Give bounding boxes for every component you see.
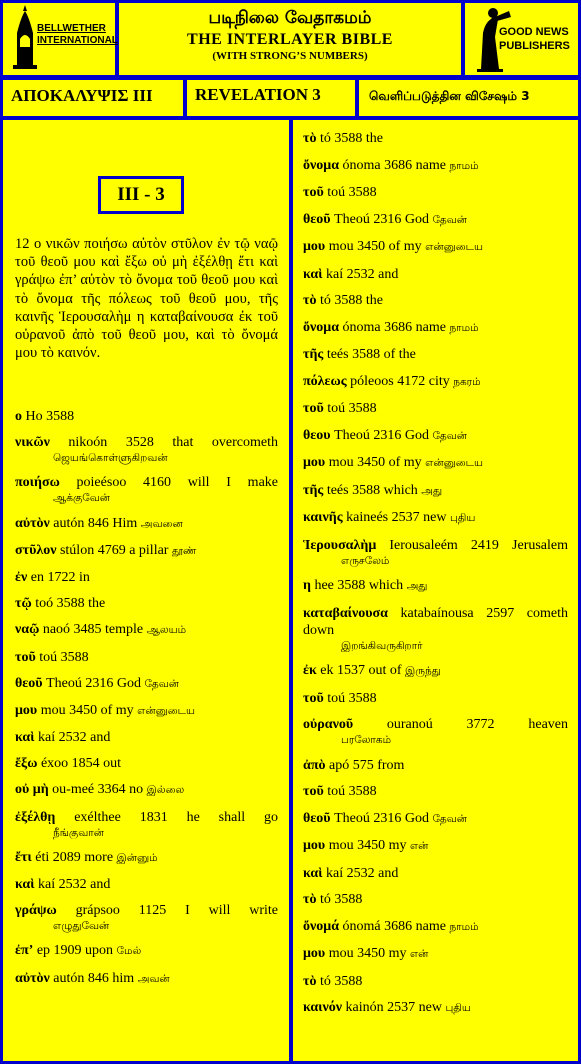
transliteration-strongs-gloss: stúlon 4769 a pillar [59, 542, 169, 558]
tamil-gloss: புதிய [445, 1002, 471, 1014]
transliteration-strongs-gloss: kaí 2532 and [38, 877, 111, 892]
transliteration-strongs-gloss: Theoú 2316 God [334, 211, 429, 227]
transliteration-strongs-gloss: poieésoo 4160 will I make [76, 475, 278, 491]
word-entry [303, 184, 568, 201]
greek-word: γράψω [15, 903, 57, 919]
tamil-gloss: எழுதுவேன் [53, 920, 110, 933]
greek-word: μου [303, 838, 326, 853]
word-entry [303, 400, 568, 417]
tamil-gloss: ஆலயம் [146, 624, 187, 637]
transliteration-strongs-gloss: grápsoo 1125 I will write [75, 903, 279, 919]
transliteration-strongs-gloss: toú 3588 [39, 649, 89, 665]
transliteration-strongs-gloss: kaí 2532 and [38, 730, 111, 746]
word-entry [303, 783, 568, 800]
transliteration-strongs-gloss: toú 3588 [327, 185, 377, 200]
transliteration-strongs-gloss: kaí 2532 and [326, 266, 399, 282]
greek-word: νικῶν [15, 435, 50, 451]
tamil-gloss: தேவன் [432, 213, 467, 226]
title-tamil: படிநிலை வேதாகமம் [208, 8, 372, 28]
bellwether-logo [3, 3, 118, 75]
greek-word: ο [15, 409, 22, 424]
greek-word: ἐξέλθῃ [15, 809, 56, 825]
transliteration-strongs-gloss: Theoú 2316 God [334, 427, 429, 443]
good-news-logo [465, 3, 578, 75]
greek-word: στῦλον [15, 542, 57, 558]
greek-word: μου [303, 455, 326, 470]
tamil-gloss: நாமம் [449, 159, 479, 172]
word-entry [15, 849, 278, 867]
transliteration-strongs-gloss: kaí 2532 and [326, 865, 399, 881]
book-name-tamil: வெளிப்படுத்தின விசேஷம் 3 [359, 80, 578, 116]
transliteration-strongs-gloss: tó 3588 the [319, 131, 383, 146]
tamil-gloss: இறங்கிவருகிறார் [341, 639, 423, 652]
word-entry [15, 569, 278, 586]
transliteration-strongs-gloss: ek 1537 out of [320, 663, 402, 678]
word-entry [15, 942, 278, 960]
greek-word: θεοῦ [15, 675, 43, 691]
greek-word: καὶ [303, 266, 323, 282]
word-entry [303, 319, 568, 337]
transliteration-strongs-gloss: tó 3588 [319, 892, 363, 907]
greek-word: τοῦ [303, 690, 324, 706]
greek-word: τοῦ [303, 784, 324, 799]
word-entry [15, 515, 278, 533]
greek-word: καὶ [303, 865, 323, 881]
transliteration-strongs-gloss: nikoón 3528 that overcometh [68, 435, 279, 451]
word-entry [303, 757, 568, 774]
word-entry [15, 408, 278, 425]
left-logo-text: BELLWETHER INTERNATIONAL [37, 23, 118, 46]
greek-word: οὐρανοῦ [303, 717, 354, 732]
word-entry [303, 266, 568, 283]
greek-word: τοῦ [303, 401, 324, 416]
word-entry [15, 781, 278, 799]
tamil-gloss: மேல் [116, 945, 142, 958]
transliteration-strongs-gloss: toú 3588 [327, 784, 377, 799]
transliteration-strongs-gloss: hee 3588 which [314, 578, 404, 593]
greek-word: Ἱερουσαλὴμ [303, 537, 377, 553]
transliteration-strongs-gloss: Theoú 2316 God [46, 675, 141, 691]
transliteration-strongs-gloss: apó 575 from [328, 757, 405, 773]
transliteration-strongs-gloss: ónoma 3686 name [342, 319, 446, 335]
greek-word: ἔτι [15, 849, 32, 865]
transliteration-strongs-gloss: toó 3588 the [35, 596, 106, 612]
tamil-gloss: எருசலேம் [341, 554, 390, 567]
right-column [293, 120, 578, 1061]
transliteration-strongs-gloss: mou 3450 of my [328, 239, 422, 254]
transliteration-strongs-gloss: toú 3588 [327, 401, 377, 416]
greek-word: μου [15, 702, 38, 718]
greek-word: τοῦ [15, 649, 36, 665]
transliteration-strongs-gloss: mou 3450 my [328, 838, 407, 853]
word-entry [303, 945, 568, 963]
word-entry [303, 865, 568, 882]
greek-word: η [303, 578, 311, 593]
tamil-gloss: பரலோகம் [341, 734, 392, 746]
transliteration-strongs-gloss: autón 846 him [53, 970, 135, 986]
greek-word: θεοῦ [303, 810, 331, 826]
tamil-gloss: இல்லை [146, 784, 185, 797]
word-entry [303, 427, 568, 445]
transliteration-strongs-gloss: Ho 3588 [25, 409, 75, 424]
greek-word: ναῷ [15, 622, 40, 638]
transliteration-strongs-gloss: kaineés 2537 new [346, 510, 447, 525]
tamil-gloss: நாமம் [449, 920, 479, 933]
tamil-gloss: தேவன் [144, 677, 179, 690]
word-entry [303, 211, 568, 229]
word-entry [15, 595, 278, 612]
transliteration-strongs-gloss: kainón 2537 new [345, 1000, 442, 1015]
greek-word: οὐ μὴ [15, 782, 49, 798]
transliteration-strongs-gloss: Theoú 2316 God [334, 810, 429, 826]
transliteration-strongs-gloss: tó 3588 the [319, 293, 383, 308]
transliteration-strongs-gloss: en 1722 in [30, 569, 90, 585]
transliteration-strongs-gloss: tó 3588 [319, 973, 363, 989]
tamil-gloss: ஜெயங்கொள்ளுகிறவன் [53, 452, 168, 465]
title-panel [119, 3, 461, 75]
word-entry [303, 373, 568, 391]
greek-word: τῆς [303, 482, 324, 498]
word-entry [303, 662, 568, 680]
book-name-english: REVELATION 3 [187, 80, 355, 116]
tamil-gloss: இருந்து [405, 665, 441, 677]
greek-word: πόλεως [303, 373, 347, 389]
tamil-gloss: அது [421, 484, 443, 497]
transliteration-strongs-gloss: éti 2089 more [35, 849, 114, 865]
word-entry [15, 902, 278, 933]
tamil-gloss: அவன் [137, 972, 170, 985]
word-entry [303, 238, 568, 256]
tamil-gloss: தூண் [171, 544, 197, 557]
greek-word: ἐν [15, 569, 28, 585]
word-entry [15, 474, 278, 505]
greek-word: τὸ [303, 973, 317, 989]
word-entry [303, 454, 568, 472]
tamil-gloss: அது [406, 580, 428, 592]
transliteration-strongs-gloss: teés 3588 which [326, 482, 418, 498]
tamil-gloss: என்னுடைய [425, 241, 484, 253]
tamil-gloss: என்னுடைய [137, 704, 196, 717]
word-entry [303, 690, 568, 707]
tamil-gloss: அவனை [140, 517, 183, 530]
word-entry [15, 809, 278, 840]
book-name-greek: ΑΠΟΚΑΛΥΨΙΣ III [3, 80, 183, 116]
tamil-gloss: நீங்குவான் [53, 826, 104, 839]
tamil-gloss: என் [409, 948, 429, 960]
tamil-gloss: புதிய [449, 512, 476, 524]
title-subtitle: (WITH STRONG’S NUMBERS) [212, 50, 368, 62]
greek-word: τὸ [303, 131, 317, 146]
greek-word: καὶ [15, 877, 35, 892]
word-entry [303, 605, 568, 653]
word-entry [303, 810, 568, 828]
greek-word: καταβαίνουσα [303, 605, 388, 621]
word-entry [15, 970, 278, 988]
transliteration-strongs-gloss: mou 3450 my [328, 946, 407, 961]
tamil-gloss: ஆக்குவேன் [53, 492, 110, 505]
greek-word: αὐτὸν [15, 515, 50, 531]
verse-text: 12 ο νικῶν ποιήσω αὐτὸν στῦλον ἐν τῷ ναῷ τοῦ θεοῦ μου καὶ ἔξω οὐ μὴ ἐξέλθῃ ἔτι καὶ γράψω ἐπ’ αὐτὸν τὸ ὄνομα τοῦ θεοῦ μου καὶ τὸ ὄνομα τῆς πόλεως τοῦ θεοῦ μου, τῆς καινῆς Ἱερουσαλὴμ η καταβαίνουσα ἐκ τοῦ οὐρανοῦ ἀπὸ τοῦ θεοῦ μου, καὶ τὸ ὄνομά μου τὸ καινόν. [15, 236, 278, 362]
word-entry [303, 577, 568, 595]
word-entry [303, 918, 568, 936]
greek-word: θεοῦ [303, 211, 331, 227]
transliteration-strongs-gloss: ou-meé 3364 no [52, 782, 144, 798]
tamil-gloss: என் [409, 840, 429, 852]
word-entry [15, 702, 278, 720]
greek-word: τὸ [303, 892, 317, 907]
greek-word: ὄνομά [303, 918, 340, 934]
left-entry-list [3, 408, 289, 997]
greek-word: ὄνομα [303, 319, 340, 335]
word-entry [303, 716, 568, 747]
greek-word: καινῆς [303, 510, 343, 525]
word-entry [303, 292, 568, 309]
greek-word: καινόν [303, 1000, 343, 1015]
transliteration-strongs-gloss: ónoma 3686 name [342, 157, 446, 173]
greek-word: ἔξω [15, 756, 38, 772]
tamil-gloss: என்னுடைய [425, 457, 484, 469]
greek-word: ὄνομα [303, 157, 340, 173]
tamil-gloss: இன்னும் [116, 851, 158, 864]
tamil-gloss: நகரம் [453, 375, 481, 388]
right-entry-list [293, 130, 578, 1027]
word-entry [15, 649, 278, 666]
tamil-gloss: தேவன் [432, 812, 467, 825]
transliteration-strongs-gloss: mou 3450 of my [40, 702, 134, 718]
word-entry [15, 434, 278, 465]
word-entry [15, 755, 278, 772]
greek-word: ἀπὸ [303, 757, 326, 773]
word-entry [15, 729, 278, 746]
word-entry [15, 876, 278, 893]
greek-word: ἐπ’ [15, 943, 34, 959]
greek-word: αὐτὸν [15, 970, 50, 986]
word-entry [303, 999, 568, 1017]
word-entry [303, 537, 568, 568]
tamil-gloss: நாமம் [449, 321, 479, 334]
greek-word: ἐκ [303, 663, 317, 678]
transliteration-strongs-gloss: ouranoú 3772 heaven [386, 717, 568, 732]
word-entry [15, 621, 278, 639]
greek-word: καὶ [15, 730, 35, 746]
chapter-label: III - 3 [98, 176, 184, 214]
transliteration-strongs-gloss: katabaínousa 2597 cometh down [303, 605, 568, 638]
tamil-gloss: தேவன் [432, 429, 467, 442]
word-entry [303, 891, 568, 908]
title-main: THE INTERLAYER BIBLE [187, 31, 393, 48]
word-entry [303, 130, 568, 147]
left-column [3, 120, 289, 1061]
transliteration-strongs-gloss: naoó 3485 temple [42, 622, 144, 638]
greek-word: τῷ [15, 596, 32, 612]
greek-word: μου [303, 946, 326, 961]
word-entry [303, 482, 568, 500]
transliteration-strongs-gloss: ep 1909 upon [36, 943, 114, 959]
word-entry [303, 346, 568, 363]
greek-word: τῆς [303, 347, 324, 362]
word-entry [303, 157, 568, 175]
transliteration-strongs-gloss: mou 3450 of my [328, 455, 422, 470]
right-logo-text: GOOD NEWS PUBLISHERS [499, 26, 570, 52]
word-entry [15, 542, 278, 560]
word-entry [303, 973, 568, 990]
word-entry [303, 509, 568, 527]
transliteration-strongs-gloss: Ierousaleém 2419 Jerusalem [389, 537, 569, 553]
transliteration-strongs-gloss: ónomá 3686 name [342, 918, 446, 934]
word-entry [15, 675, 278, 693]
greek-word: μου [303, 239, 326, 254]
greek-word: ποιήσω [15, 475, 60, 491]
transliteration-strongs-gloss: exélthee 1831 he shall go [74, 809, 278, 825]
greek-word: τοῦ [303, 185, 324, 200]
transliteration-strongs-gloss: teés 3588 of the [326, 347, 416, 362]
transliteration-strongs-gloss: autón 846 Him [53, 515, 138, 531]
greek-word: θεου [303, 427, 331, 443]
greek-word: τὸ [303, 293, 317, 308]
transliteration-strongs-gloss: póleoos 4172 city [350, 373, 450, 389]
transliteration-strongs-gloss: éxoo 1854 out [40, 756, 122, 772]
word-entry [303, 837, 568, 855]
transliteration-strongs-gloss: toú 3588 [327, 690, 377, 706]
